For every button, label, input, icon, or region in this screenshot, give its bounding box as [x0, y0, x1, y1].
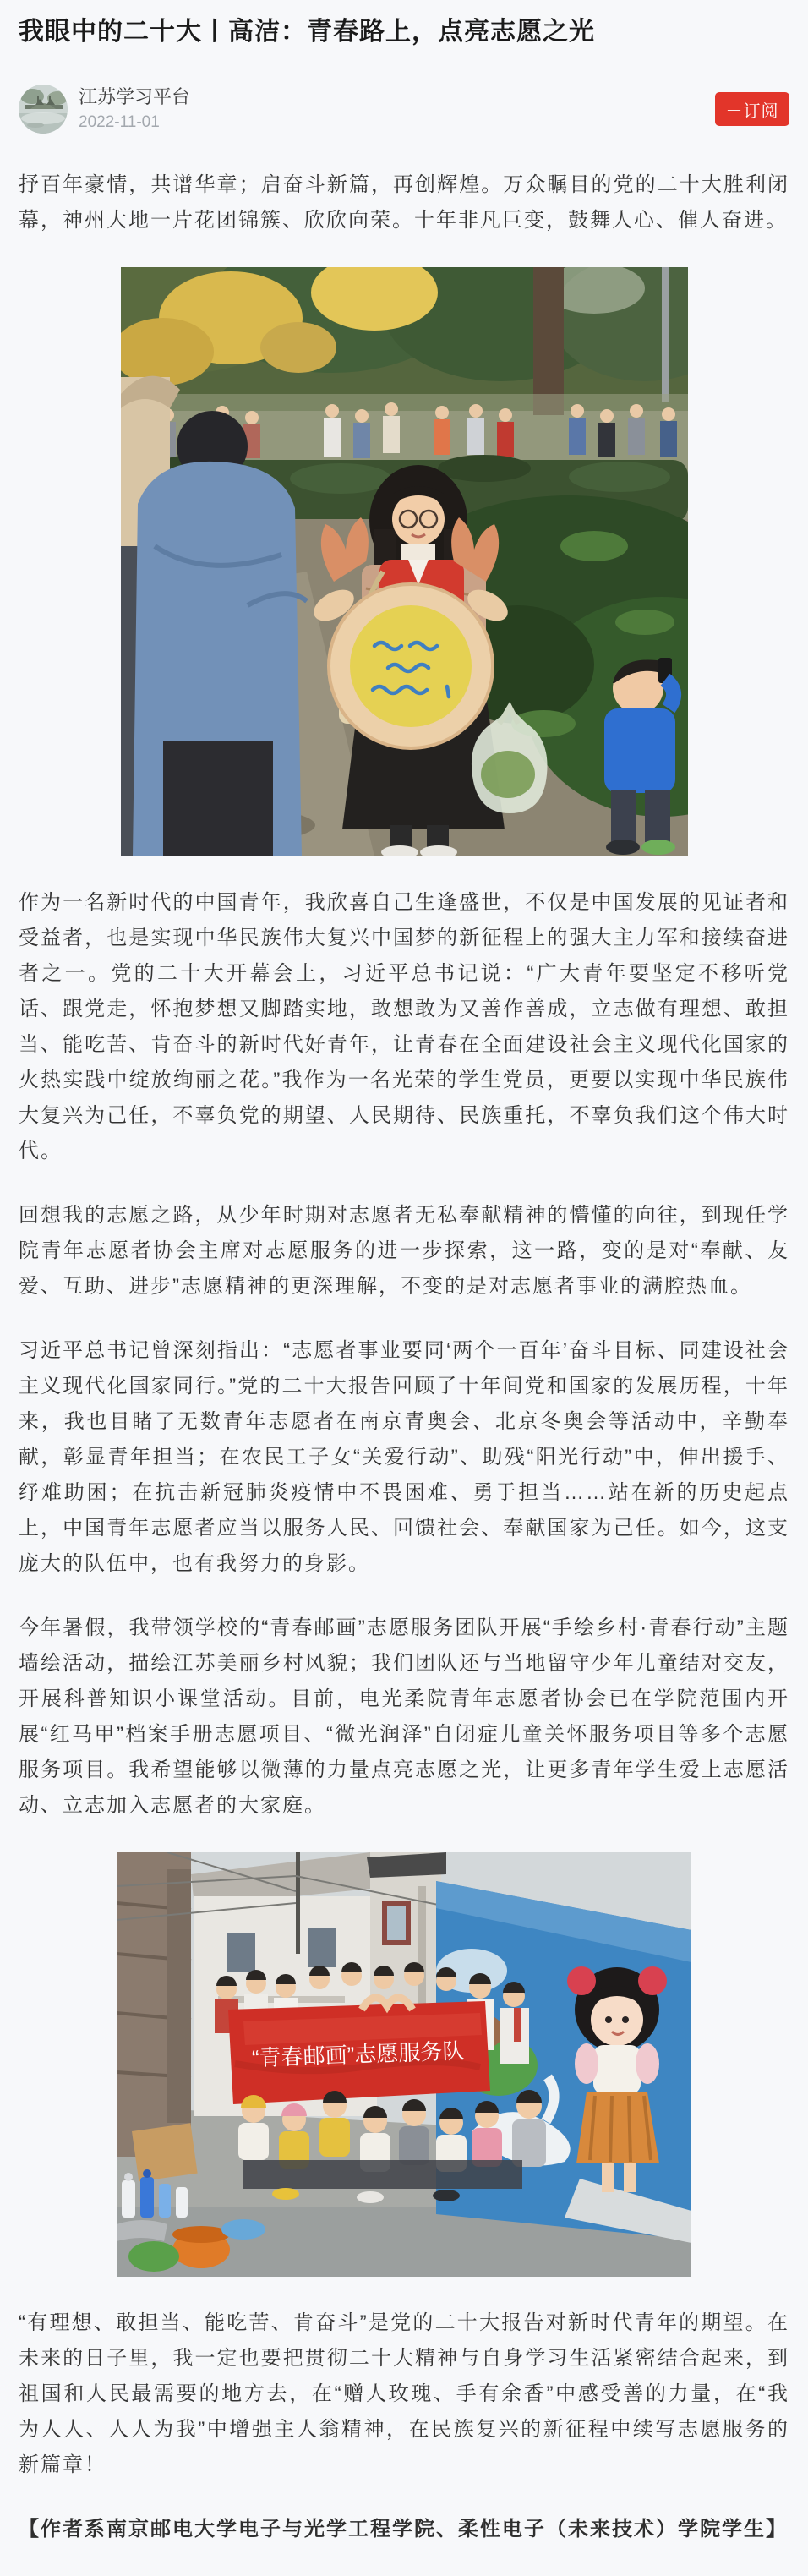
author-name[interactable]: 江苏学习平台 — [79, 85, 191, 107]
author-attribution: 【作者系南京邮电大学电子与光学工程学院、柔性电子（未来技术）学院学生】 — [19, 2518, 788, 2540]
article-title: 我眼中的二十大丨高洁：青春路上，点亮志愿之光 — [19, 18, 595, 46]
article-paragraph: 回想我的志愿之路，从少年时期对志愿者无私奉献精神的懵懂的向往，到现任学院青年志愿者协会主席对志愿服务的进一步探索，这一路，变的是对“奉献、友爱、互助、进步”志愿精神的更深理解，不变的是对志愿者事业的满腔热血。 — [19, 1204, 789, 1298]
park-volunteer-photo — [121, 267, 688, 856]
banner — [228, 2001, 490, 2104]
mural-group-photo — [117, 1852, 691, 2277]
article-photo-1[interactable] — [19, 267, 789, 856]
article-paragraph: 抒百年豪情，共谱华章；启奋斗新篇，再创辉煌。万众瞩目的党的二十大胜利闭幕，神州大地一片花团锦簇、欣欣向荣。十年非凡巨变，鼓舞人心、催人奋进。 — [19, 173, 789, 232]
subscribe-button[interactable]: ＋订阅 — [715, 92, 789, 126]
article-paragraph: 今年暑假，我带领学校的“青春邮画”志愿服务团队开展“手绘乡村·青春行动”主题墙绘活动，描绘江苏美丽乡村风貌；我们团队还与当地留守少年儿童结对交友，开展科普知识小课堂活动。目前，电光柔院青年志愿者协会已在学院范围内开展“红马甲”档案手册志愿项目、“微光润泽”自闭症儿童关怀服务项目等多个志愿服务项目。我希望能够以微薄的力量点亮志愿之光，让更多青年学生爱上志愿活动、立志加入志愿者的大家庭。 — [19, 1616, 789, 1817]
banner-text: “青春邮画”志愿服务队 — [251, 2037, 465, 2071]
avatar-bridge-landscape-image — [19, 85, 68, 134]
author-avatar[interactable] — [19, 85, 68, 134]
author-row — [19, 85, 789, 134]
article-paragraph: 作为一名新时代的中国青年，我欣喜自己生逢盛世，不仅是中国发展的见证者和受益者，也是实现中华民族伟大复兴中国梦的新征程上的强大主力军和接续奋进者之一。党的二十大开幕会上，习近平总书记说：“广大青年要坚定不移听党话、跟党走，怀抱梦想又脚踏实地，敢想敢为又善作善成，立志做有理想、敢担当、能吃苦、肯奋斗的新时代好青年，让青春在全面建设社会主义现代化国家的火热实践中绽放绚丽之花。”我作为一名光荣的学生党员，更要以实现中华民族伟大复兴为己任，不辜负党的期望、人民期待、民族重托，不辜负我们这个伟大时代。 — [19, 891, 789, 1162]
article-paragraph: 习近平总书记曾深刻指出：“志愿者事业要同‘两个一百年’奋斗目标、同建设社会主义现代化国家同行。”党的二十大报告回顾了十年间党和国家的发展历程，十年来，我也目睹了无数青年志愿者在南京青奥会、北京冬奥会等活动中，辛勤奉献，彰显青年担当；在农民工子女“关爱行动”、助残“阳光行动”中，伸出援手、纾难助困；在抗击新冠肺炎疫情中不畏困难、勇于担当……站在新的历史起点上，中国青年志愿者应当以服务人民、回馈社会、奉献国家为己任。如今，这支庞大的队伍中，也有我努力的身影。 — [19, 1339, 789, 1575]
publish-date: 2022-11-01 — [79, 112, 160, 131]
mural-girl — [567, 1966, 667, 2192]
author-meta — [79, 86, 190, 133]
article-paragraph: “有理想、敢担当、能吃苦、肯奋斗”是党的二十大报告对新时代青年的期望。在未来的日子里，我一定也要把贯彻二十大精神与自身学习生活紧密结合起来，到祖国和人民最需要的地方去，在“赠人玫瑰、手有余香”中感受善的力量，在“我为人人、人人为我”中增强主人翁精神，在民族复兴的新征程中续写志愿服务的新篇章！ — [19, 2311, 789, 2476]
article-photo-2[interactable] — [19, 1852, 789, 2277]
